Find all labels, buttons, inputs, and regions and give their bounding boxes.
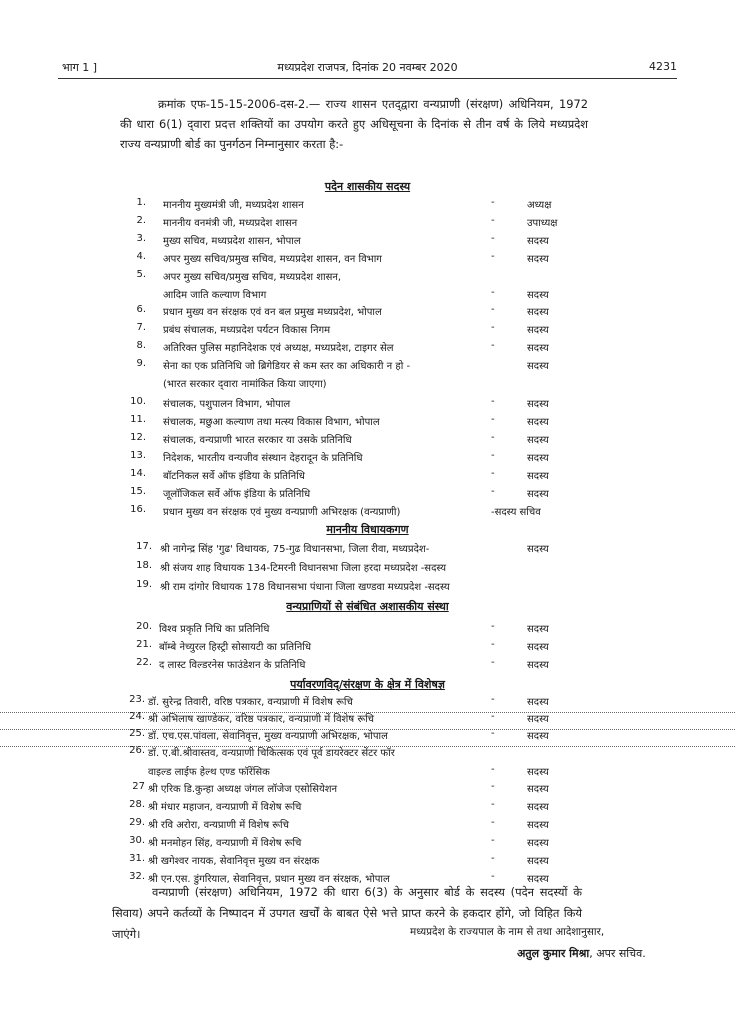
member-dash: - (491, 340, 495, 351)
member-role: सदस्य (527, 254, 549, 265)
member-row (0, 358, 735, 376)
member-name: माननीय मुख्यमंत्री जी, मध्यप्रदेश शासन (163, 200, 304, 211)
member-row (0, 432, 735, 450)
signature-block (517, 946, 646, 961)
member-number: 20. (136, 621, 152, 632)
member-row (0, 853, 735, 871)
member-name: श्री मंधार महाजन, वन्यप्राणी में विशेष रूचि (148, 802, 302, 813)
member-dash: - (491, 817, 495, 828)
member-role: सदस्य (527, 714, 549, 725)
member-dash: - (491, 728, 495, 739)
member-number: 30. (129, 835, 145, 846)
member-role: सदस्य (527, 236, 549, 247)
member-role: सदस्य (527, 642, 549, 653)
member-name: बॉम्बे नेच्युरल हिस्ट्री सोसायटी का प्रतिनिधि (159, 642, 312, 653)
member-name: श्री अभिलाष खाण्डेकर, वरिष्ठ पत्रकार, वन्यप्राणी में विशेष रूचि (148, 714, 375, 725)
member-number: 3. (136, 233, 146, 244)
member-role: सदस्य (527, 544, 549, 555)
member-row (0, 560, 735, 578)
member-number: 15. (130, 486, 146, 497)
member-number: 25. (129, 728, 145, 739)
member-number: 22. (136, 657, 152, 668)
member-name: प्रधान मुख्य वन संरक्षक एवं मुख्य वन्यप्राणी अभिरक्षक (वन्यप्राणी) (163, 507, 401, 518)
member-number: 16. (130, 504, 146, 515)
member-name: संचालक, पशुपालन विभाग, भोपाल (163, 399, 291, 410)
member-role: सदस्य (527, 453, 549, 464)
intro-text: क्रमांक एफ-15-15-2006-दस-2.— राज्य शासन एतद्‌द्वारा वन्यप्राणी (संरक्षण) अधिनियम, 1972 की धारा 6(1) द्‌वारा प्रदत्त शक्तियों का उपयोग करते हुए अधिसूचना के दिनांक से तीन वर्ष के लिये मध्यप्रदेश राज्य वन्यप्राणी बोर्ड का पुनर्गठन निम्नानुसार करता है:- (120, 97, 588, 151)
member-number: 18. (136, 560, 152, 571)
member-name: विश्व प्रकृति निधि का प्रतिनिधि (159, 624, 270, 635)
member-name-line2: (भारत सरकार द्‌वारा नामांकित किया जाएगा) (163, 379, 327, 390)
member-role: सदस्य (527, 361, 549, 372)
member-dash: - (491, 322, 495, 333)
member-row (0, 340, 735, 358)
member-number: 21. (136, 639, 152, 650)
member-role: सदस्य (527, 435, 549, 446)
member-name: माननीय वनमंत्री जी, मध्यप्रदेश शासन (163, 218, 298, 229)
member-row-continued (0, 376, 735, 394)
member-dash: - (491, 871, 495, 882)
member-row (0, 657, 735, 675)
member-role: सदस्य (527, 697, 549, 708)
member-name: अपर मुख्य सचिव/प्रमुख सचिव, मध्यप्रदेश शासन, (163, 272, 342, 283)
member-number: 2. (136, 215, 146, 226)
member-dash: - (491, 764, 495, 775)
member-name: डॉ. सुरेन्द्र तिवारी, वरिष्ठ पत्रकार, वन्यप्राणी में विशेष रूचि (148, 697, 353, 708)
member-name: श्री मनमोहन सिंह, वन्यप्राणी में विशेष रूचि (148, 838, 302, 849)
member-row (0, 304, 735, 322)
closing-text: वन्यप्राणी (संरक्षण) अधिनियम, 1972 की धारा 6(3) के अनुसार बोर्ड के सदस्य (पदेन सदस्यों के सिवाय) अपने कर्तव्यों के निष्पादन में उपगत खर्चों के बाबत ऐसे भत्ते प्राप्त करने के हकदार होंगे, जो विहित किये जाएंगे। (112, 885, 583, 941)
member-dash: - (491, 835, 495, 846)
member-role: सदस्य (527, 290, 549, 301)
member-row (0, 233, 735, 251)
member-dash: - (491, 799, 495, 810)
member-role: सदस्य (527, 307, 549, 318)
member-number: 9. (136, 358, 146, 369)
member-number: 8. (136, 340, 146, 351)
member-dash: - (491, 853, 495, 864)
member-number: 26. (129, 745, 145, 756)
member-dash: - (491, 694, 495, 705)
member-dash: - (491, 432, 495, 443)
member-number: 17. (136, 541, 152, 552)
member-number: 14. (130, 468, 146, 479)
member-name: डॉ. एच.एस.पांवला, सेवानिवृत्त, मुख्य वन्यप्राणी अभिरक्षक, भोपाल (148, 731, 388, 742)
member-name: प्रबंध संचालक, मध्यप्रदेश पर्यटन विकास निगम (163, 325, 331, 336)
member-number: 13. (130, 450, 146, 461)
member-role: सदस्य (527, 660, 549, 671)
member-row (0, 621, 735, 639)
member-role: सदस्य (527, 624, 549, 635)
member-role: सदस्य (527, 856, 549, 867)
member-name: जूलॉजिकल सर्वे ऑफ इंडिया के प्रतिनिधि (163, 489, 311, 500)
member-number: 1. (136, 197, 146, 208)
member-role: सदस्य (527, 399, 549, 410)
intro-paragraph (120, 94, 588, 154)
header-divider (58, 78, 677, 79)
member-number: 5. (136, 269, 146, 280)
member-number: 29. (129, 817, 145, 828)
member-dash: - (491, 468, 495, 479)
member-dash: - (491, 233, 495, 244)
member-name: श्री राम दांगोर विधायक 178 विधानसभा पंधाना जिला खण्डवा मध्यप्रदेश -सदस्य (160, 582, 450, 593)
member-name: अपर मुख्य सचिव/प्रमुख सचिव, मध्यप्रदेश शासन, वन विभाग (163, 254, 382, 265)
member-number: 4. (136, 251, 146, 262)
member-dash: - (491, 304, 495, 315)
member-role: अध्यक्ष (527, 200, 552, 211)
member-number: 6. (136, 304, 146, 315)
member-row (0, 396, 735, 414)
page-number: 4231 (649, 60, 677, 73)
member-number: 10. (130, 396, 146, 407)
member-role: सदस्य (527, 820, 549, 831)
member-row (0, 251, 735, 269)
member-number: 31. (129, 853, 145, 864)
member-dash: - (491, 197, 495, 208)
section-heading: वन्यप्राणियों से संबंधित अशासकीय संस्था (286, 600, 449, 613)
member-role: सदस्य (527, 489, 549, 500)
member-name: श्री नागेन्द्र सिंह 'गुढ' विधायक, 75-गुढ विधानसभा, जिला रीवा, मध्यप्रदेश- (160, 544, 430, 555)
member-row (0, 414, 735, 432)
member-row (0, 781, 735, 799)
member-row (0, 579, 735, 597)
member-role: सदस्य (527, 784, 549, 795)
member-dash: - (491, 486, 495, 497)
member-name: श्री रवि अरोरा, वन्यप्राणी में विशेष रूचि (148, 820, 289, 831)
member-role: सदस्य (527, 343, 549, 354)
member-number: 32. (129, 871, 145, 882)
member-dash: - (491, 287, 495, 298)
member-row (0, 799, 735, 817)
member-name: सेना का एक प्रतिनिधि जो ब्रिगेडियर से कम स्तर का अधिकारी न हो - (163, 361, 411, 372)
member-name: प्रधान मुख्य वन संरक्षक एवं वन बल प्रमुख मध्यप्रदेश, भोपाल (163, 307, 382, 318)
member-row (0, 486, 735, 504)
member-number: 28. (129, 799, 145, 810)
member-dash: - (491, 639, 495, 650)
member-row (0, 817, 735, 835)
section-heading: पदेन शासकीय सदस्य (324, 180, 411, 193)
member-name: बॉटनिकल सर्वे ऑफ इंडिया के प्रतिनिधि (163, 471, 305, 482)
section-heading: पर्यावरणविद्‌/संरक्षण के क्षेत्र में विशेषज्ञ (290, 678, 445, 691)
member-role: सदस्य (527, 471, 549, 482)
member-dash: - (491, 396, 495, 407)
signer-name: अतुल कुमार मिश्रा (517, 947, 590, 960)
member-dash: - (491, 251, 495, 262)
member-role: उपाध्यक्ष (527, 218, 558, 229)
member-name: संचालक, वन्यप्राणी भारत सरकार या उसके प्रतिनिधि (163, 435, 352, 446)
member-dash: - (491, 215, 495, 226)
member-name: डॉ. ए.बी.श्रीवास्तव, वन्यप्राणी चिकित्सक एवं पूर्व डायरेक्टर सेंटर फॉर (148, 748, 395, 759)
member-dash: -सदस्य सचिव (491, 507, 541, 518)
member-row (0, 197, 735, 215)
member-role: सदस्य (527, 767, 549, 778)
member-row (0, 504, 735, 522)
member-role: सदस्य (527, 731, 549, 742)
member-name: श्री एन.एस. डुंगरियाल, सेवानिवृत्त, प्रधान मुख्य वन संरक्षक, भोपाल (148, 874, 390, 885)
member-name: द लास्ट विल्डरनेस फाउंडेशन के प्रतिनिधि (159, 660, 306, 671)
member-name-line2: आदिम जाति कल्याण विभाग (163, 290, 267, 301)
section-heading: माननीय विधायकगण (326, 523, 409, 536)
member-dash: - (491, 414, 495, 425)
member-dash: - (491, 621, 495, 632)
member-name: श्री खगेश्वर नायक, सेवानिवृत्त मुख्य वन संरक्षक (148, 856, 320, 867)
member-name: संचालक, मछुआ कल्याण तथा मत्स्य विकास विभाग, भोपाल (163, 417, 380, 428)
member-row (0, 468, 735, 486)
member-row (0, 450, 735, 468)
member-row (0, 541, 735, 559)
member-role: सदस्य (527, 802, 549, 813)
member-dash: - (491, 657, 495, 668)
member-role: सदस्य (527, 417, 549, 428)
order-line: मध्यप्रदेश के राज्यपाल के नाम से तथा आदेशानुसार, (410, 926, 605, 938)
gazette-part: भाग 1 ] (62, 61, 98, 74)
member-dash: - (491, 450, 495, 461)
member-number: 23. (129, 694, 145, 705)
member-name-line2: वाइल्ड लाईफ हेल्थ एण्ड फॉरेंसिक (148, 767, 270, 778)
member-name: श्री एरिक डि.कुन्हा अध्यक्ष जंगल लॉजेज एसोसियेशन (148, 784, 338, 795)
member-dash: - (491, 781, 495, 792)
member-dash: - (491, 711, 495, 722)
member-role: सदस्य (527, 325, 549, 336)
member-row (0, 835, 735, 853)
member-row (0, 215, 735, 233)
member-name: श्री संजय शाह विधायक 134-टिमरनी विधानसभा जिला हरदा मध्यप्रदेश -सदस्य (160, 563, 447, 574)
member-number: 19. (136, 579, 152, 590)
member-number: 12. (130, 432, 146, 443)
member-role: सदस्य (527, 838, 549, 849)
member-name: मुख्य सचिव, मध्यप्रदेश शासन, भोपाल (163, 236, 301, 247)
gazette-title: मध्यप्रदेश राजपत्र, दिनांक 20 नवम्बर 2020 (277, 61, 458, 74)
member-role: सदस्य (527, 874, 549, 885)
member-number: 11. (130, 414, 146, 425)
member-row-continued (0, 764, 735, 782)
member-row (0, 639, 735, 657)
member-name: निदेशक, भारतीय वन्यजीव संस्थान देहरादून के प्रतिनिधि (163, 453, 363, 464)
signer-designation: , अपर सचिव. (589, 947, 646, 960)
member-row (0, 322, 735, 340)
member-name: अतिरिक्त पुलिस महानिदेशक एवं अध्यक्ष, मध्यप्रदेश, टाइगर सेल (163, 343, 394, 354)
member-number: 24. (129, 711, 145, 722)
member-row-continued (0, 287, 735, 305)
member-number: 27 (132, 781, 145, 792)
member-number: 7. (136, 322, 146, 333)
